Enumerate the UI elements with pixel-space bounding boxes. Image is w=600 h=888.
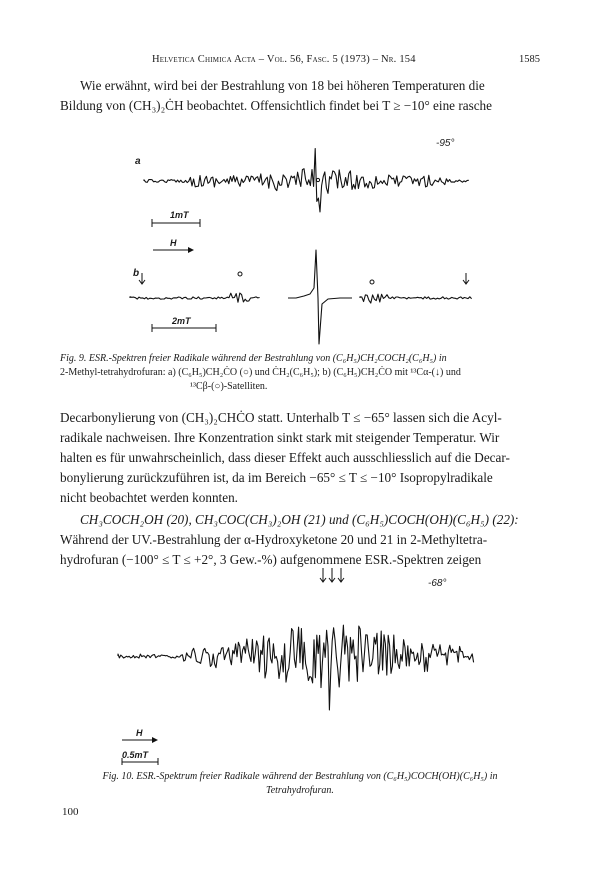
paragraph-intro — [60, 76, 540, 116]
fig9-field-label: H — [170, 238, 177, 248]
text-line: halten es für unwahrscheinlich, dass dieser Effekt auch ausschliesslich auf die Decar- — [60, 450, 510, 465]
circle-marker-icon — [238, 272, 242, 276]
arrow-right-icon — [188, 247, 194, 253]
fig10-temperature: -68° — [428, 578, 447, 589]
running-header — [60, 54, 540, 70]
fig9-trace-b-left — [130, 293, 260, 302]
section-heading-line: CH₃COCH₂OH (20), CH₃COC(CH₃)₂OH (21) und (C₆H₅)COCH(OH)(C₆H₅) (22): — [80, 512, 519, 527]
fig9-scale-b: 2mT — [172, 316, 191, 326]
fig10-field-label: H — [136, 728, 143, 738]
text-line: bonylierung zurückzuführen ist, da im Bereich −65° ≤ T ≤ −10° Isopropylradikale — [60, 470, 493, 485]
down-arrow-icon — [320, 568, 326, 582]
text-line: Wie erwähnt, wird bei der Bestrahlung von 18 bei höheren Temperaturen die — [80, 78, 485, 93]
figure-10 — [60, 568, 540, 766]
folio-number: 100 — [62, 806, 79, 818]
text-line: Bildung von (CH₃)₂ĊH beobachtet. Offensichtlich findet bei T ≥ −10° eine rasche — [60, 98, 492, 113]
text-line: nicht beobachtet werden konnten. — [60, 490, 238, 505]
fig9-label-a: a — [135, 156, 141, 167]
fig10-caption — [60, 770, 540, 798]
caption-line: 2-Methyl-tetrahydrofuran: a) (C₆H₅)CH₂ĊO (○) und ĊH₂(C₆H₅); b) (C₆H₅)CH₂ĊO mit ¹³Cα-(↓) und — [60, 367, 461, 378]
fig9-trace-b-right — [360, 294, 472, 303]
fig9-spectra — [60, 118, 540, 346]
circle-marker-icon — [316, 178, 319, 181]
arrow-right-icon — [152, 737, 158, 743]
fig10-scale: 0.5mT — [122, 750, 149, 760]
text-line: Decarbonylierung von (CH₃)₂CHĊO statt. Unterhalb T ≤ −65° lassen sich die Acyl- — [60, 410, 502, 425]
fig9-trace-b-center — [288, 250, 352, 344]
caption-line: ¹³Cβ-(○)-Satelliten. — [190, 381, 268, 392]
caption-line: Tetrahydrofuran. — [266, 785, 334, 796]
text-line: Während der UV.-Bestrahlung der α-Hydroxyketone 20 und 21 in 2-Methyltetra- — [60, 532, 488, 547]
paragraph-hydroxyketones — [60, 510, 540, 570]
down-arrow-icon — [338, 568, 344, 582]
text-line: radikale nachweisen. Ihre Konzentration sinkt stark mit steigender Temperatur. Wir — [60, 430, 500, 445]
fig10-trace — [118, 625, 474, 710]
paragraph-decarbonylation — [60, 408, 540, 508]
page-number: 1585 — [519, 54, 540, 65]
caption-line: Fig. 9. ESR.-Spektren freier Radikale während der Bestrahlung von (C₆H₅)CH₂COCH₂(C₆H₅) in — [60, 353, 447, 364]
fig9-scale-a: 1mT — [170, 210, 189, 220]
circle-marker-icon — [370, 280, 374, 284]
fig9-label-b: b — [133, 268, 140, 279]
figure-9 — [60, 118, 540, 346]
text-line: hydrofuran (−100° ≤ T ≤ +2°, 3 Gew.-%) aufgenommene ESR.-Spektren zeigen — [60, 552, 482, 567]
fig9-temperature: -95° — [436, 138, 455, 149]
down-arrow-icon — [463, 273, 469, 284]
caption-line: Fig. 10. ESR.-Spektrum freier Radikale während der Bestrahlung von (C₆H₅)COCH(OH)(C₆H₅) in — [102, 771, 498, 782]
down-arrow-icon — [139, 273, 145, 284]
fig10-spectrum — [60, 568, 540, 766]
fig9-trace-a — [144, 149, 469, 212]
down-arrow-icon — [329, 568, 335, 582]
fig9-caption — [60, 352, 540, 394]
journal-title: Helvetica Chimica Acta – Vol. 56, Fasc. 5 (1973) – Nr. 154 — [152, 54, 416, 65]
